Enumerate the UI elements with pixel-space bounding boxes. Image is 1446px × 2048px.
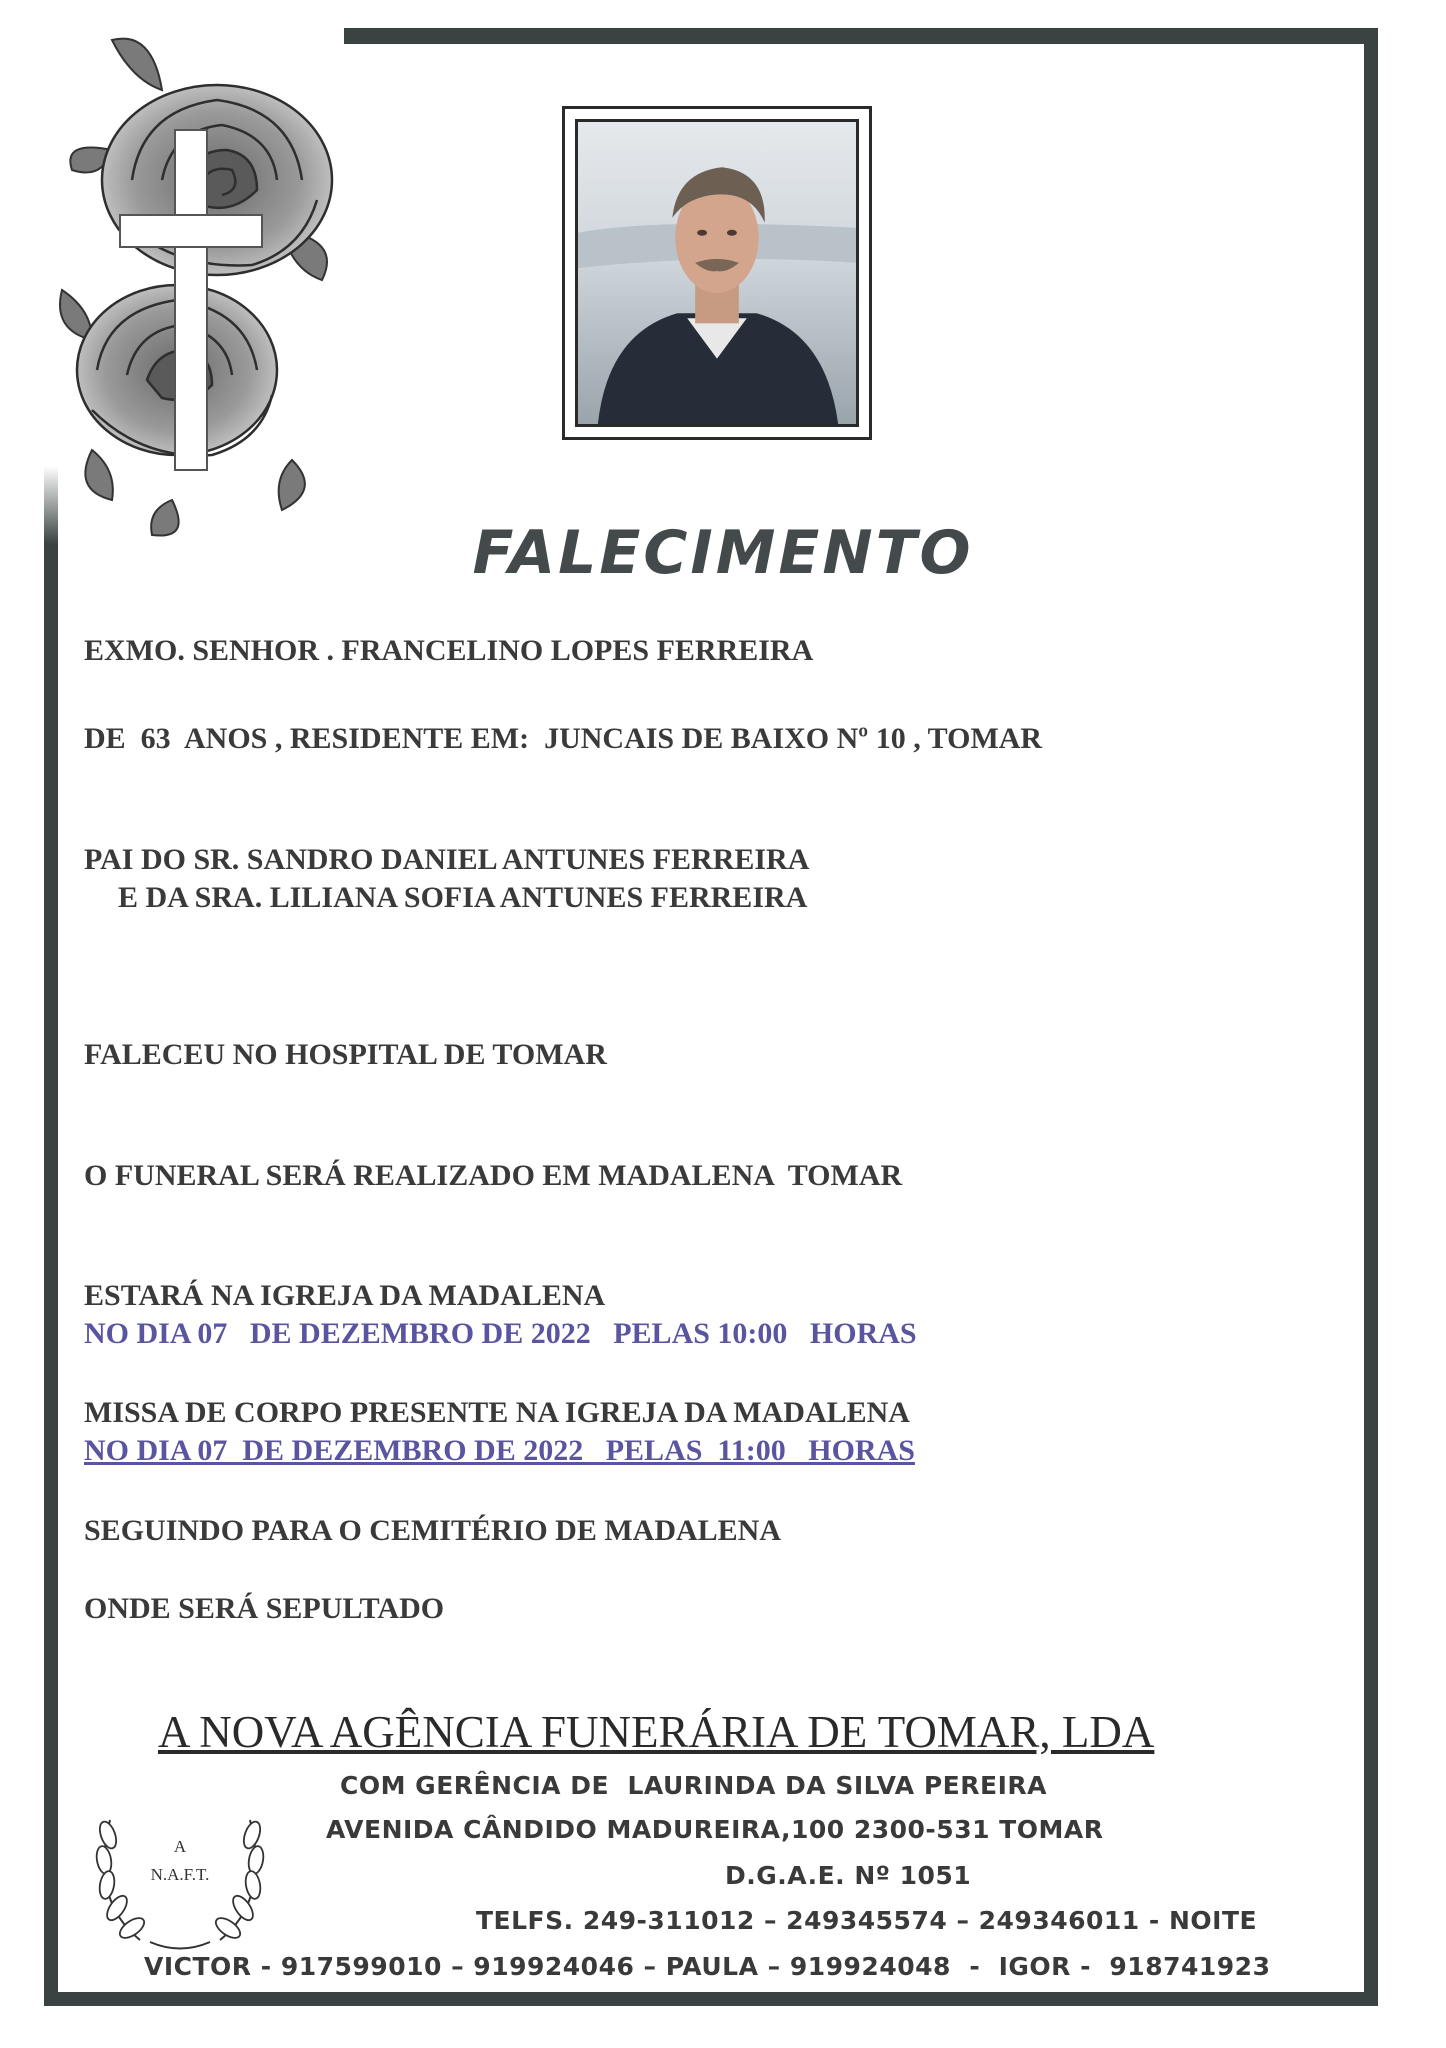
portrait-frame (562, 106, 872, 440)
portrait-photo (575, 119, 859, 427)
mass-date-time: NO DIA 07 DE DEZEMBRO DE 2022 PELAS 11:00 HORAS (84, 1434, 915, 1467)
place-of-death: FALECEU NO HOSPITAL DE TOMAR (84, 1038, 607, 1071)
agency-address: AVENIDA CÂNDIDO MADUREIRA,100 2300-531 TOMAR (326, 1815, 1104, 1844)
seal-letter: A (173, 1837, 187, 1856)
agency-phones: TELFS. 249-311012 – 249345574 – 249346011 - NOITE (476, 1906, 1258, 1935)
agency-name: A NOVA AGÊNCIA FUNERÁRIA DE TOMAR, LDA (158, 1707, 1155, 1757)
funeral-location: O FUNERAL SERÁ REALIZADO EM MADALENA TOMAR (84, 1159, 903, 1192)
burial-line: ONDE SERÁ SEPULTADO (84, 1592, 445, 1625)
cemetery-line: SEGUINDO PARA O CEMITÉRIO DE MADALENA (84, 1514, 782, 1547)
church-date-time: NO DIA 07 DE DEZEMBRO DE 2022 PELAS 10:00 HORAS (84, 1317, 917, 1350)
seal-initials: N.A.F.T. (150, 1865, 210, 1884)
deceased-name: EXMO. SENHOR . FRANCELINO LOPES FERREIRA (84, 634, 814, 667)
agency-management: COM GERÊNCIA DE LAURINDA DA SILVA PEREIRA (340, 1771, 1047, 1800)
page-title: FALECIMENTO (472, 518, 974, 588)
daughter-line: E DA SRA. LILIANA SOFIA ANTUNES FERREIRA (118, 881, 808, 914)
father-of-line: PAI DO SR. SANDRO DANIEL ANTUNES FERREIRA (84, 843, 810, 876)
mass-line: MISSA DE CORPO PRESENTE NA IGREJA DA MADALENA (84, 1396, 910, 1429)
laurel-seal-logo (70, 1780, 290, 1960)
agency-contacts: VICTOR - 917599010 – 919924046 – PAULA – 919924048 - IGOR - 918741923 (144, 1952, 1271, 1981)
age-residence: DE 63 ANOS , RESIDENTE EM: JUNCAIS DE BAIXO Nº 10 , TOMAR (84, 722, 1043, 755)
roses-cross-illustration (52, 30, 352, 550)
agency-dgae: D.G.A.E. Nº 1051 (725, 1861, 972, 1890)
church-line: ESTARÁ NA IGREJA DA MADALENA (84, 1279, 606, 1312)
